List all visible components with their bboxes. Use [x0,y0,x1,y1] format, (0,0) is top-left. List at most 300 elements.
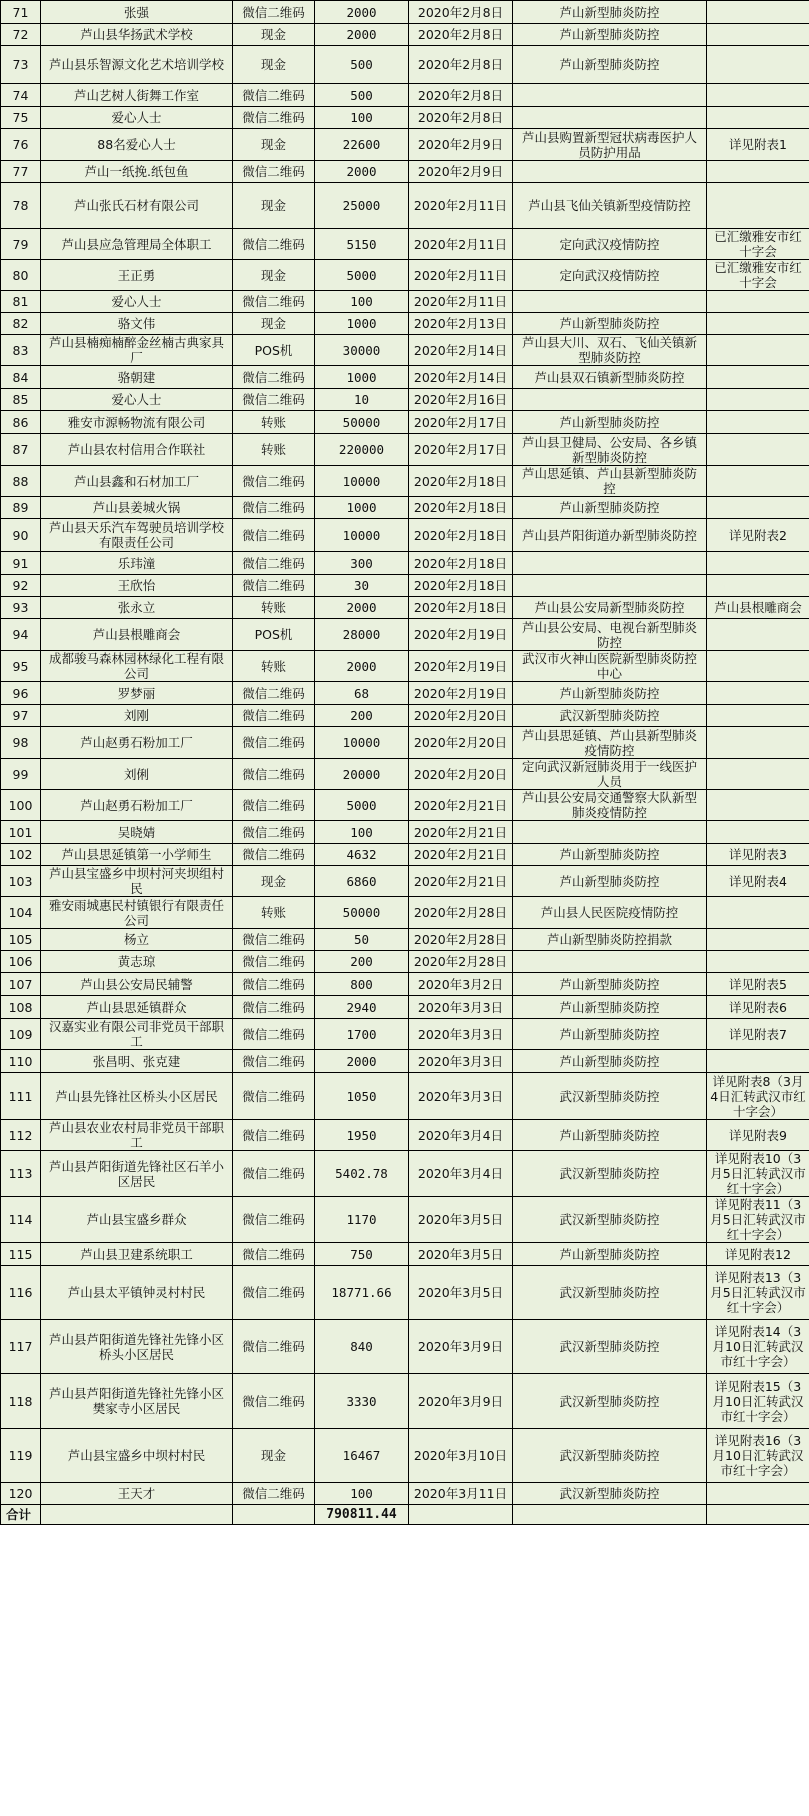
donor-name-cell: 黄志琼 [41,951,233,973]
purpose-cell: 芦山新型肺炎防控 [513,411,707,434]
row-number-cell: 100 [1,790,41,821]
payment-method-cell: 微信二维码 [233,389,315,411]
row-number-cell: 110 [1,1050,41,1073]
donor-name-cell: 芦山县卫建系统职工 [41,1243,233,1266]
row-number-cell: 112 [1,1120,41,1151]
amount-cell: 100 [315,291,409,313]
row-number-cell: 101 [1,821,41,844]
purpose-cell [513,552,707,575]
date-cell: 2020年2月19日 [409,651,513,682]
total-empty-cell [409,1505,513,1525]
donor-name-cell: 芦山县先锋社区桥头小区居民 [41,1073,233,1120]
payment-method-cell: 微信二维码 [233,291,315,313]
table-row [1,1266,809,1320]
donor-name-cell: 骆文伟 [41,313,233,335]
row-number-cell: 73 [1,46,41,84]
table-row [1,183,809,229]
amount-cell: 2000 [315,24,409,46]
table-row [1,466,809,497]
donor-name-cell: 罗梦丽 [41,682,233,705]
amount-cell: 300 [315,552,409,575]
row-number-cell: 113 [1,1151,41,1197]
note-cell: 详见附表7 [707,1019,809,1050]
donor-name-cell: 杨立 [41,929,233,951]
payment-method-cell: 微信二维码 [233,107,315,129]
note-cell: 已汇缴雅安市红十字会 [707,260,809,291]
payment-method-cell: 微信二维码 [233,552,315,575]
table-row [1,1320,809,1374]
note-cell [707,366,809,389]
note-cell [707,291,809,313]
payment-method-cell: 现金 [233,46,315,84]
payment-method-cell: 现金 [233,24,315,46]
note-cell [707,705,809,727]
note-cell [707,335,809,366]
table-row [1,897,809,929]
date-cell: 2020年3月3日 [409,1073,513,1120]
purpose-cell: 芦山新型肺炎防控 [513,1050,707,1073]
donor-name-cell: 芦山张氏石材有限公司 [41,183,233,229]
purpose-cell: 芦山新型肺炎防控 [513,1019,707,1050]
row-number-cell: 87 [1,434,41,466]
table-row [1,389,809,411]
table-row [1,973,809,996]
table-row [1,790,809,821]
row-number-cell: 115 [1,1243,41,1266]
purpose-cell [513,107,707,129]
amount-cell: 840 [315,1320,409,1374]
amount-cell: 500 [315,84,409,107]
payment-method-cell: 微信二维码 [233,1073,315,1120]
row-number-cell: 105 [1,929,41,951]
note-cell: 详见附表8（3月4日汇转武汉市红十字会） [707,1073,809,1120]
donor-name-cell: 乐玮潼 [41,552,233,575]
date-cell: 2020年3月3日 [409,996,513,1019]
row-number-cell: 84 [1,366,41,389]
payment-method-cell: 微信二维码 [233,1266,315,1320]
table-row [1,759,809,790]
amount-cell: 2000 [315,597,409,619]
payment-method-cell: 现金 [233,183,315,229]
table-row [1,1120,809,1151]
donor-name-cell: 88名爱心人士 [41,129,233,161]
table-row [1,519,809,552]
payment-method-cell: 微信二维码 [233,1,315,24]
row-number-cell: 77 [1,161,41,183]
amount-cell: 1050 [315,1073,409,1120]
payment-method-cell: 微信二维码 [233,759,315,790]
table-row [1,411,809,434]
purpose-cell: 芦山县双石镇新型肺炎防控 [513,366,707,389]
note-cell [707,929,809,951]
purpose-cell: 定向武汉新冠肺炎用于一线医护人员 [513,759,707,790]
purpose-cell: 武汉新型肺炎防控 [513,1151,707,1197]
note-cell [707,821,809,844]
note-cell [707,651,809,682]
donor-name-cell: 张强 [41,1,233,24]
payment-method-cell: 微信二维码 [233,1019,315,1050]
donor-name-cell: 芦山县姜城火锅 [41,497,233,519]
date-cell: 2020年2月18日 [409,575,513,597]
date-cell: 2020年2月20日 [409,705,513,727]
amount-cell: 20000 [315,759,409,790]
note-cell: 详见附表16（3月10日汇转武汉市红十字会） [707,1429,809,1483]
table-row [1,651,809,682]
table-row [1,291,809,313]
note-cell: 已汇缴雅安市红十字会 [707,229,809,260]
row-number-cell: 78 [1,183,41,229]
date-cell: 2020年2月8日 [409,84,513,107]
table-row [1,335,809,366]
amount-cell: 2940 [315,996,409,1019]
amount-cell: 1950 [315,1120,409,1151]
table-row [1,951,809,973]
row-number-cell: 102 [1,844,41,866]
purpose-cell: 芦山县公安局、电视台新型肺炎防控 [513,619,707,651]
purpose-cell: 芦山新型肺炎防控捐款 [513,929,707,951]
amount-cell: 1000 [315,313,409,335]
total-amount: 790811.44 [315,1505,409,1525]
payment-method-cell: 微信二维码 [233,1120,315,1151]
date-cell: 2020年2月11日 [409,291,513,313]
table-row [1,24,809,46]
donor-name-cell: 芦山县楠痴楠醉金丝楠古典家具厂 [41,335,233,366]
table-row [1,866,809,897]
purpose-cell: 芦山新型肺炎防控 [513,1,707,24]
table-row [1,575,809,597]
payment-method-cell: 微信二维码 [233,682,315,705]
row-number-cell: 91 [1,552,41,575]
payment-method-cell: 转账 [233,897,315,929]
date-cell: 2020年2月19日 [409,619,513,651]
donor-name-cell: 芦山县农业农村局非党员干部职工 [41,1120,233,1151]
table-row [1,1,809,24]
row-number-cell: 96 [1,682,41,705]
total-empty-cell [513,1505,707,1525]
purpose-cell: 芦山新型肺炎防控 [513,313,707,335]
row-number-cell: 106 [1,951,41,973]
purpose-cell: 芦山新型肺炎防控 [513,844,707,866]
payment-method-cell: 微信二维码 [233,929,315,951]
donor-name-cell: 王正勇 [41,260,233,291]
date-cell: 2020年2月19日 [409,682,513,705]
amount-cell: 22600 [315,129,409,161]
table-row [1,597,809,619]
date-cell: 2020年2月9日 [409,161,513,183]
note-cell [707,727,809,759]
table-row [1,1151,809,1197]
table-row [1,434,809,466]
donor-name-cell: 芦山赵勇石粉加工厂 [41,727,233,759]
note-cell: 详见附表14（3月10日汇转武汉市红十字会） [707,1320,809,1374]
row-number-cell: 111 [1,1073,41,1120]
donor-name-cell: 吴晓婧 [41,821,233,844]
donor-name-cell: 芦山县应急管理局全体职工 [41,229,233,260]
donor-name-cell: 雅安市源畅物流有限公司 [41,411,233,434]
payment-method-cell: POS机 [233,335,315,366]
purpose-cell: 芦山思延镇、芦山县新型肺炎防控 [513,466,707,497]
date-cell: 2020年3月3日 [409,1019,513,1050]
payment-method-cell: 微信二维码 [233,821,315,844]
row-number-cell: 85 [1,389,41,411]
date-cell: 2020年2月28日 [409,951,513,973]
amount-cell: 3330 [315,1374,409,1429]
amount-cell: 50 [315,929,409,951]
purpose-cell [513,951,707,973]
purpose-cell [513,389,707,411]
date-cell: 2020年3月10日 [409,1429,513,1483]
row-number-cell: 76 [1,129,41,161]
table-row [1,497,809,519]
date-cell: 2020年3月4日 [409,1151,513,1197]
note-cell [707,84,809,107]
row-number-cell: 116 [1,1266,41,1320]
date-cell: 2020年2月28日 [409,897,513,929]
payment-method-cell: 微信二维码 [233,161,315,183]
note-cell [707,24,809,46]
payment-method-cell: 微信二维码 [233,1320,315,1374]
row-number-cell: 92 [1,575,41,597]
donation-rows [1,1,809,1505]
date-cell: 2020年2月28日 [409,929,513,951]
donor-name-cell: 刘刚 [41,705,233,727]
amount-cell: 5000 [315,790,409,821]
donor-name-cell: 芦山县宝盛乡群众 [41,1197,233,1243]
note-cell [707,1483,809,1505]
amount-cell: 5000 [315,260,409,291]
donor-name-cell: 芦山县宝盛乡中坝村河夹坝组村民 [41,866,233,897]
payment-method-cell: 微信二维码 [233,1197,315,1243]
date-cell: 2020年2月20日 [409,727,513,759]
purpose-cell: 芦山新型肺炎防控 [513,996,707,1019]
amount-cell: 1700 [315,1019,409,1050]
payment-method-cell: 微信二维码 [233,519,315,552]
amount-cell: 2000 [315,1,409,24]
note-cell: 详见附表2 [707,519,809,552]
payment-method-cell: 微信二维码 [233,705,315,727]
row-number-cell: 79 [1,229,41,260]
payment-method-cell: 微信二维码 [233,466,315,497]
note-cell: 详见附表3 [707,844,809,866]
row-number-cell: 75 [1,107,41,129]
payment-method-cell: 微信二维码 [233,229,315,260]
purpose-cell: 芦山新型肺炎防控 [513,1120,707,1151]
donor-name-cell: 芦山县太平镇钟灵村村民 [41,1266,233,1320]
table-row [1,129,809,161]
donor-name-cell: 芦山县根雕商会 [41,619,233,651]
amount-cell: 6860 [315,866,409,897]
purpose-cell: 武汉新型肺炎防控 [513,1374,707,1429]
total-empty-cell [707,1505,809,1525]
note-cell: 详见附表4 [707,866,809,897]
row-number-cell: 89 [1,497,41,519]
note-cell: 详见附表15（3月10日汇转武汉市红十字会） [707,1374,809,1429]
payment-method-cell: 微信二维码 [233,1050,315,1073]
row-number-cell: 104 [1,897,41,929]
purpose-cell: 武汉市火神山医院新型肺炎防控中心 [513,651,707,682]
donor-name-cell: 芦山县鑫和石材加工厂 [41,466,233,497]
date-cell: 2020年2月18日 [409,497,513,519]
table-row [1,260,809,291]
date-cell: 2020年2月8日 [409,1,513,24]
table-row [1,46,809,84]
date-cell: 2020年3月5日 [409,1243,513,1266]
date-cell: 2020年2月11日 [409,229,513,260]
donor-name-cell: 芦山县思延镇第一小学师生 [41,844,233,866]
purpose-cell: 武汉新型肺炎防控 [513,1320,707,1374]
date-cell: 2020年2月21日 [409,844,513,866]
payment-method-cell: 微信二维码 [233,366,315,389]
date-cell: 2020年2月8日 [409,46,513,84]
payment-method-cell: 微信二维码 [233,973,315,996]
note-cell: 详见附表9 [707,1120,809,1151]
note-cell [707,313,809,335]
purpose-cell [513,821,707,844]
amount-cell: 100 [315,1483,409,1505]
row-number-cell: 97 [1,705,41,727]
row-number-cell: 88 [1,466,41,497]
amount-cell: 1170 [315,1197,409,1243]
donor-name-cell: 芦山县芦阳街道先锋社先锋小区桥头小区居民 [41,1320,233,1374]
table-row [1,705,809,727]
row-number-cell: 108 [1,996,41,1019]
table-row [1,1019,809,1050]
table-row [1,1374,809,1429]
donor-name-cell: 张永立 [41,597,233,619]
amount-cell: 5150 [315,229,409,260]
note-cell [707,161,809,183]
payment-method-cell: 现金 [233,1429,315,1483]
donor-name-cell: 成都骏马森林园林绿化工程有限公司 [41,651,233,682]
row-number-cell: 82 [1,313,41,335]
date-cell: 2020年3月4日 [409,1120,513,1151]
amount-cell: 50000 [315,897,409,929]
donor-name-cell: 王天才 [41,1483,233,1505]
table-row [1,1073,809,1120]
payment-method-cell: 微信二维码 [233,84,315,107]
date-cell: 2020年3月3日 [409,1050,513,1073]
note-cell [707,575,809,597]
amount-cell: 2000 [315,1050,409,1073]
note-cell [707,107,809,129]
purpose-cell: 芦山新型肺炎防控 [513,973,707,996]
payment-method-cell: 微信二维码 [233,497,315,519]
amount-cell: 10 [315,389,409,411]
payment-method-cell: 现金 [233,129,315,161]
amount-cell: 4632 [315,844,409,866]
note-cell [707,466,809,497]
date-cell: 2020年3月5日 [409,1266,513,1320]
purpose-cell: 定向武汉疫情防控 [513,229,707,260]
payment-method-cell: 现金 [233,866,315,897]
note-cell [707,497,809,519]
row-number-cell: 90 [1,519,41,552]
table-row [1,682,809,705]
amount-cell: 200 [315,705,409,727]
date-cell: 2020年2月13日 [409,313,513,335]
payment-method-cell: 微信二维码 [233,1243,315,1266]
payment-method-cell: 转账 [233,651,315,682]
purpose-cell: 芦山县公安局交通警察大队新型肺炎疫情防控 [513,790,707,821]
purpose-cell: 武汉新型肺炎防控 [513,1073,707,1120]
total-empty-cell [233,1505,315,1525]
table-row [1,844,809,866]
donor-name-cell: 骆朝建 [41,366,233,389]
amount-cell: 1000 [315,366,409,389]
date-cell: 2020年3月11日 [409,1483,513,1505]
total-row [1,1505,809,1525]
donor-name-cell: 芦山一纸挽.纸包鱼 [41,161,233,183]
purpose-cell: 芦山新型肺炎防控 [513,1243,707,1266]
purpose-cell: 武汉新型肺炎防控 [513,1266,707,1320]
purpose-cell: 芦山新型肺炎防控 [513,497,707,519]
purpose-cell: 武汉新型肺炎防控 [513,705,707,727]
table-row [1,1429,809,1483]
note-cell [707,619,809,651]
row-number-cell: 117 [1,1320,41,1374]
row-number-cell: 114 [1,1197,41,1243]
amount-cell: 500 [315,46,409,84]
payment-method-cell: 微信二维码 [233,951,315,973]
payment-method-cell: 微信二维码 [233,1374,315,1429]
row-number-cell: 120 [1,1483,41,1505]
date-cell: 2020年2月11日 [409,260,513,291]
donor-name-cell: 芦山县天乐汽车驾驶员培训学校有限责任公司 [41,519,233,552]
note-cell [707,552,809,575]
date-cell: 2020年3月2日 [409,973,513,996]
row-number-cell: 71 [1,1,41,24]
purpose-cell [513,291,707,313]
donor-name-cell: 芦山县乐智源文化艺术培训学校 [41,46,233,84]
donor-name-cell: 张昌明、张克建 [41,1050,233,1073]
note-cell [707,389,809,411]
purpose-cell: 芦山县思延镇、芦山县新型肺炎疫情防控 [513,727,707,759]
note-cell [707,682,809,705]
table-row [1,366,809,389]
row-number-cell: 94 [1,619,41,651]
note-cell: 详见附表6 [707,996,809,1019]
table-row [1,1197,809,1243]
date-cell: 2020年2月14日 [409,366,513,389]
amount-cell: 5402.78 [315,1151,409,1197]
donor-name-cell: 爱心人士 [41,389,233,411]
date-cell: 2020年3月5日 [409,1197,513,1243]
donor-name-cell: 芦山县思延镇群众 [41,996,233,1019]
payment-method-cell: 微信二维码 [233,844,315,866]
amount-cell: 100 [315,821,409,844]
note-cell [707,897,809,929]
donor-name-cell: 芦山赵勇石粉加工厂 [41,790,233,821]
note-cell [707,183,809,229]
donor-name-cell: 芦山艺树人街舞工作室 [41,84,233,107]
date-cell: 2020年2月18日 [409,552,513,575]
purpose-cell: 芦山县飞仙关镇新型疫情防控 [513,183,707,229]
donor-name-cell: 爱心人士 [41,107,233,129]
payment-method-cell: 微信二维码 [233,1483,315,1505]
note-cell [707,951,809,973]
purpose-cell: 芦山县大川、双石、飞仙关镇新型肺炎防控 [513,335,707,366]
table-row [1,727,809,759]
date-cell: 2020年2月17日 [409,411,513,434]
purpose-cell: 芦山新型肺炎防控 [513,682,707,705]
table-row [1,229,809,260]
row-number-cell: 99 [1,759,41,790]
payment-method-cell: 微信二维码 [233,575,315,597]
note-cell: 详见附表1 [707,129,809,161]
date-cell: 2020年2月20日 [409,759,513,790]
note-cell: 详见附表5 [707,973,809,996]
row-number-cell: 80 [1,260,41,291]
